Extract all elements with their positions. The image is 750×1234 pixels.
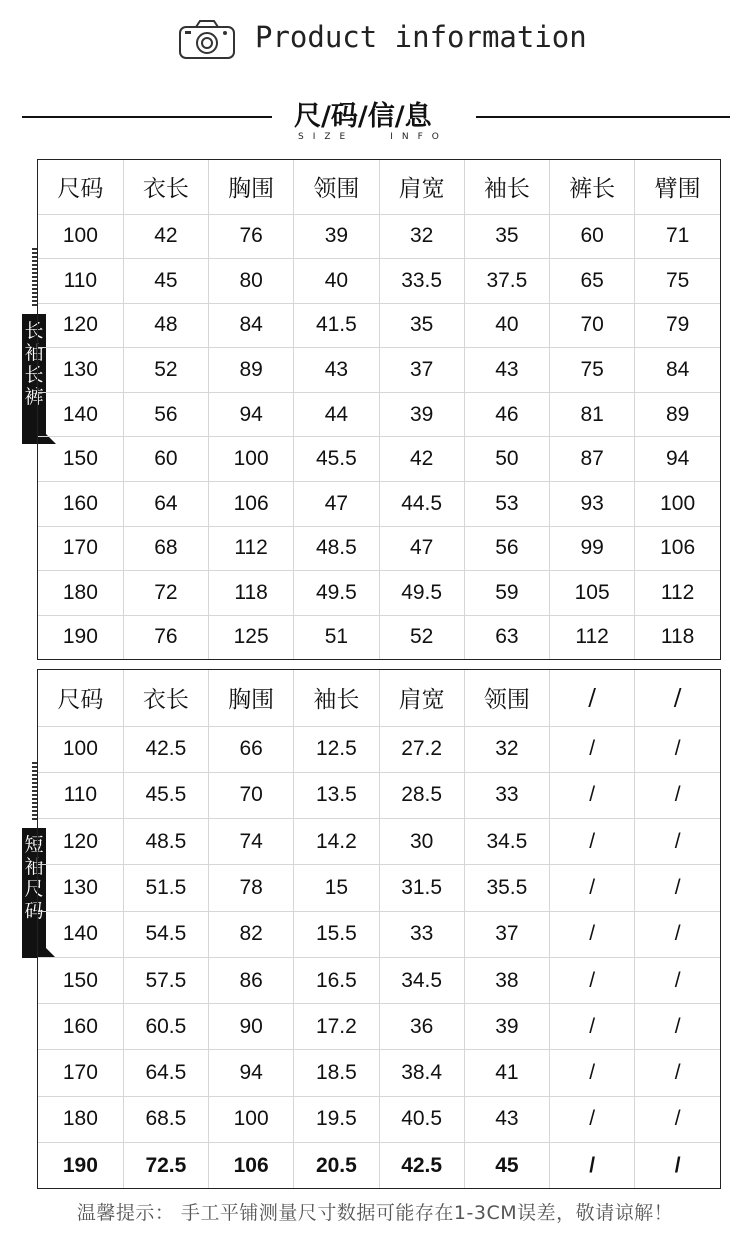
table-cell: 42 (123, 214, 208, 259)
table-cell: 16.5 (294, 957, 379, 1003)
table-cell: 100 (635, 481, 720, 526)
table-cell: 64.5 (123, 1050, 208, 1096)
table-cell: / (635, 865, 720, 911)
table-cell: 36 (379, 1004, 464, 1050)
table-cell: 81 (550, 392, 635, 437)
table-cell: 125 (209, 615, 294, 659)
table-row (38, 1004, 720, 1050)
table-cell: 43 (464, 1096, 549, 1142)
table-cell: 39 (464, 1004, 549, 1050)
table-cell: 79 (635, 303, 720, 348)
table-cell: 100 (209, 1096, 294, 1142)
table-cell: 94 (635, 437, 720, 482)
table-cell: 33.5 (379, 259, 464, 304)
table-cell: / (550, 726, 635, 772)
table-cell: 12.5 (294, 726, 379, 772)
table-cell: 59 (464, 571, 549, 616)
table-cell: 106 (209, 1143, 294, 1188)
table-cell: / (550, 1143, 635, 1188)
table-cell: 34.5 (464, 819, 549, 865)
table-cell: 75 (550, 348, 635, 393)
table-header-row (38, 160, 720, 214)
table-cell: 105 (550, 571, 635, 616)
table-cell: 100 (38, 726, 123, 772)
table-cell: 37.5 (464, 259, 549, 304)
table-cell: 35 (464, 214, 549, 259)
table-cell: 118 (635, 615, 720, 659)
table-cell: / (635, 819, 720, 865)
column-header: 衣长 (123, 670, 208, 726)
table-row (38, 1050, 720, 1096)
table-cell: 47 (379, 526, 464, 571)
table-cell: 32 (379, 214, 464, 259)
table-cell: 87 (550, 437, 635, 482)
table-cell: 54.5 (123, 911, 208, 957)
table-cell: 94 (209, 1050, 294, 1096)
table-cell: 84 (635, 348, 720, 393)
table-cell: 68 (123, 526, 208, 571)
table-cell: / (550, 911, 635, 957)
table-cell: / (635, 911, 720, 957)
table-cell: 100 (38, 214, 123, 259)
table-cell: 160 (38, 1004, 123, 1050)
table-row (38, 726, 720, 772)
table-row (38, 481, 720, 526)
table-cell: 150 (38, 957, 123, 1003)
table-row (38, 526, 720, 571)
column-header: 袖长 (464, 160, 549, 214)
table-cell: 45 (464, 1143, 549, 1188)
table-cell: 94 (209, 392, 294, 437)
table-cell: 106 (635, 526, 720, 571)
table-row (38, 772, 720, 818)
table-cell: 84 (209, 303, 294, 348)
table-cell: 110 (38, 259, 123, 304)
table-cell: 60 (550, 214, 635, 259)
table-cell: 45.5 (123, 772, 208, 818)
table-cell: 190 (38, 1143, 123, 1188)
table-row (38, 865, 720, 911)
table-cell: 51.5 (123, 865, 208, 911)
table-header-row (38, 670, 720, 726)
column-header: / (635, 670, 720, 726)
table-cell: 40 (294, 259, 379, 304)
table-cell: 93 (550, 481, 635, 526)
table-cell: 38 (464, 957, 549, 1003)
page-title: Product information (255, 20, 587, 54)
table-cell: 48 (123, 303, 208, 348)
table-row (38, 392, 720, 437)
table-cell: 118 (209, 571, 294, 616)
table-row (38, 819, 720, 865)
long-sleeve-tag-label: 长袖长裤 (22, 314, 46, 444)
table-cell: / (550, 772, 635, 818)
table-cell: 41.5 (294, 303, 379, 348)
table-cell: 45.5 (294, 437, 379, 482)
table-cell: 17.2 (294, 1004, 379, 1050)
table-cell: 27.2 (379, 726, 464, 772)
table-cell: 68.5 (123, 1096, 208, 1142)
table-cell: / (635, 1143, 720, 1188)
footer-note: 温馨提示： 手工平铺测量尺寸数据可能存在1-3CM误差，敬请谅解！ (76, 1202, 674, 1224)
table-cell: 56 (123, 392, 208, 437)
table-cell: / (635, 1050, 720, 1096)
table-cell: / (635, 1096, 720, 1142)
table-cell: 60.5 (123, 1004, 208, 1050)
table-cell: 33 (464, 772, 549, 818)
table-cell: 40 (464, 303, 549, 348)
table-cell: 64 (123, 481, 208, 526)
table-cell: 31.5 (379, 865, 464, 911)
table-cell: / (550, 819, 635, 865)
table-cell: 51 (294, 615, 379, 659)
divider-left (22, 116, 272, 118)
table-cell: 46 (464, 392, 549, 437)
column-header: 胸围 (209, 160, 294, 214)
table-cell: 49.5 (294, 571, 379, 616)
table-cell: 43 (464, 348, 549, 393)
table-cell: 30 (379, 819, 464, 865)
table-cell: 66 (209, 726, 294, 772)
long-sleeve-table (37, 159, 721, 660)
table-cell: 99 (550, 526, 635, 571)
table-cell: 45 (123, 259, 208, 304)
table-cell: 18.5 (294, 1050, 379, 1096)
table-cell: 60 (123, 437, 208, 482)
table-cell: 82 (209, 911, 294, 957)
table-row (38, 214, 720, 259)
table-cell: / (550, 1096, 635, 1142)
table-cell: 14.2 (294, 819, 379, 865)
short-sleeve-table (37, 669, 721, 1189)
table-cell: 89 (635, 392, 720, 437)
table-row (38, 1143, 720, 1188)
table-cell: 160 (38, 481, 123, 526)
table-cell: 110 (38, 772, 123, 818)
column-header: / (550, 670, 635, 726)
table-cell: 130 (38, 865, 123, 911)
table-cell: 140 (38, 911, 123, 957)
table-cell: / (550, 1050, 635, 1096)
table-cell: 112 (635, 571, 720, 616)
table-row (38, 957, 720, 1003)
column-header: 领围 (294, 160, 379, 214)
table-cell: 74 (209, 819, 294, 865)
table-cell: 112 (550, 615, 635, 659)
column-header: 领围 (464, 670, 549, 726)
table-cell: 52 (123, 348, 208, 393)
section-heading (0, 88, 750, 148)
table-cell: 76 (123, 615, 208, 659)
divider-right (476, 116, 730, 118)
table-cell: 80 (209, 259, 294, 304)
table-cell: 37 (464, 911, 549, 957)
short-sleeve-tag-label: 短袖尺码 (22, 828, 46, 958)
subtitle-info: INFO (390, 132, 448, 142)
table-cell: 150 (38, 437, 123, 482)
table-cell: 48.5 (123, 819, 208, 865)
table-cell: 140 (38, 392, 123, 437)
table-cell: 44.5 (379, 481, 464, 526)
table-cell: 78 (209, 865, 294, 911)
column-header: 袖长 (294, 670, 379, 726)
table-cell: 180 (38, 571, 123, 616)
table-row (38, 571, 720, 616)
table-cell: 37 (379, 348, 464, 393)
table-cell: 50 (464, 437, 549, 482)
table-cell: 75 (635, 259, 720, 304)
table-cell: / (550, 865, 635, 911)
table-cell: 19.5 (294, 1096, 379, 1142)
column-header: 臂围 (635, 160, 720, 214)
table-row (38, 259, 720, 304)
table-cell: 86 (209, 957, 294, 1003)
table-cell: 42.5 (123, 726, 208, 772)
table-cell: / (550, 957, 635, 1003)
table-cell: 100 (209, 437, 294, 482)
column-header: 衣长 (123, 160, 208, 214)
table-cell: 76 (209, 214, 294, 259)
table-cell: 53 (464, 481, 549, 526)
table-cell: 44 (294, 392, 379, 437)
table-cell: 42 (379, 437, 464, 482)
table-cell: 57.5 (123, 957, 208, 1003)
table-cell: 41 (464, 1050, 549, 1096)
column-header: 尺码 (38, 670, 123, 726)
column-header: 胸围 (209, 670, 294, 726)
table-cell: 180 (38, 1096, 123, 1142)
table-cell: 33 (379, 911, 464, 957)
table-cell: 42.5 (379, 1143, 464, 1188)
header (0, 0, 750, 80)
camera-icon (178, 18, 236, 60)
table-cell: / (635, 772, 720, 818)
table-row (38, 911, 720, 957)
table-cell: 28.5 (379, 772, 464, 818)
table-cell: 34.5 (379, 957, 464, 1003)
table-cell: 49.5 (379, 571, 464, 616)
table-cell: 63 (464, 615, 549, 659)
table-cell: 120 (38, 819, 123, 865)
table-cell: 40.5 (379, 1096, 464, 1142)
table-cell: 15.5 (294, 911, 379, 957)
table-cell: 39 (379, 392, 464, 437)
table-cell: 56 (464, 526, 549, 571)
subtitle-size: SIZE (298, 132, 355, 142)
table-cell: 70 (209, 772, 294, 818)
table-cell: 65 (550, 259, 635, 304)
table-cell: 52 (379, 615, 464, 659)
table-cell: 32 (464, 726, 549, 772)
table-cell: 39 (294, 214, 379, 259)
table-row (38, 1096, 720, 1142)
section-title: 尺/码/信/息 (294, 101, 432, 132)
table-cell: 106 (209, 481, 294, 526)
table-cell: 15 (294, 865, 379, 911)
table-row (38, 303, 720, 348)
column-header: 肩宽 (379, 160, 464, 214)
section-subtitle (298, 132, 448, 142)
table-cell: / (635, 726, 720, 772)
table-cell: 35 (379, 303, 464, 348)
table-cell: 43 (294, 348, 379, 393)
table-cell: 120 (38, 303, 123, 348)
table-cell: 170 (38, 526, 123, 571)
table-cell: 20.5 (294, 1143, 379, 1188)
table-cell: 35.5 (464, 865, 549, 911)
table-cell: 72.5 (123, 1143, 208, 1188)
column-header: 尺码 (38, 160, 123, 214)
table-row (38, 348, 720, 393)
table-row (38, 437, 720, 482)
column-header: 裤长 (550, 160, 635, 214)
table-cell: 70 (550, 303, 635, 348)
table-cell: 130 (38, 348, 123, 393)
table-cell: 112 (209, 526, 294, 571)
table-cell: / (635, 1004, 720, 1050)
table-cell: 90 (209, 1004, 294, 1050)
table-cell: / (550, 1004, 635, 1050)
table-cell: 89 (209, 348, 294, 393)
table-cell: / (635, 957, 720, 1003)
column-header: 肩宽 (379, 670, 464, 726)
table-cell: 190 (38, 615, 123, 659)
table-cell: 13.5 (294, 772, 379, 818)
table-cell: 170 (38, 1050, 123, 1096)
table-cell: 48.5 (294, 526, 379, 571)
table-cell: 71 (635, 214, 720, 259)
table-cell: 72 (123, 571, 208, 616)
table-cell: 38.4 (379, 1050, 464, 1096)
table-row (38, 615, 720, 659)
table-cell: 47 (294, 481, 379, 526)
